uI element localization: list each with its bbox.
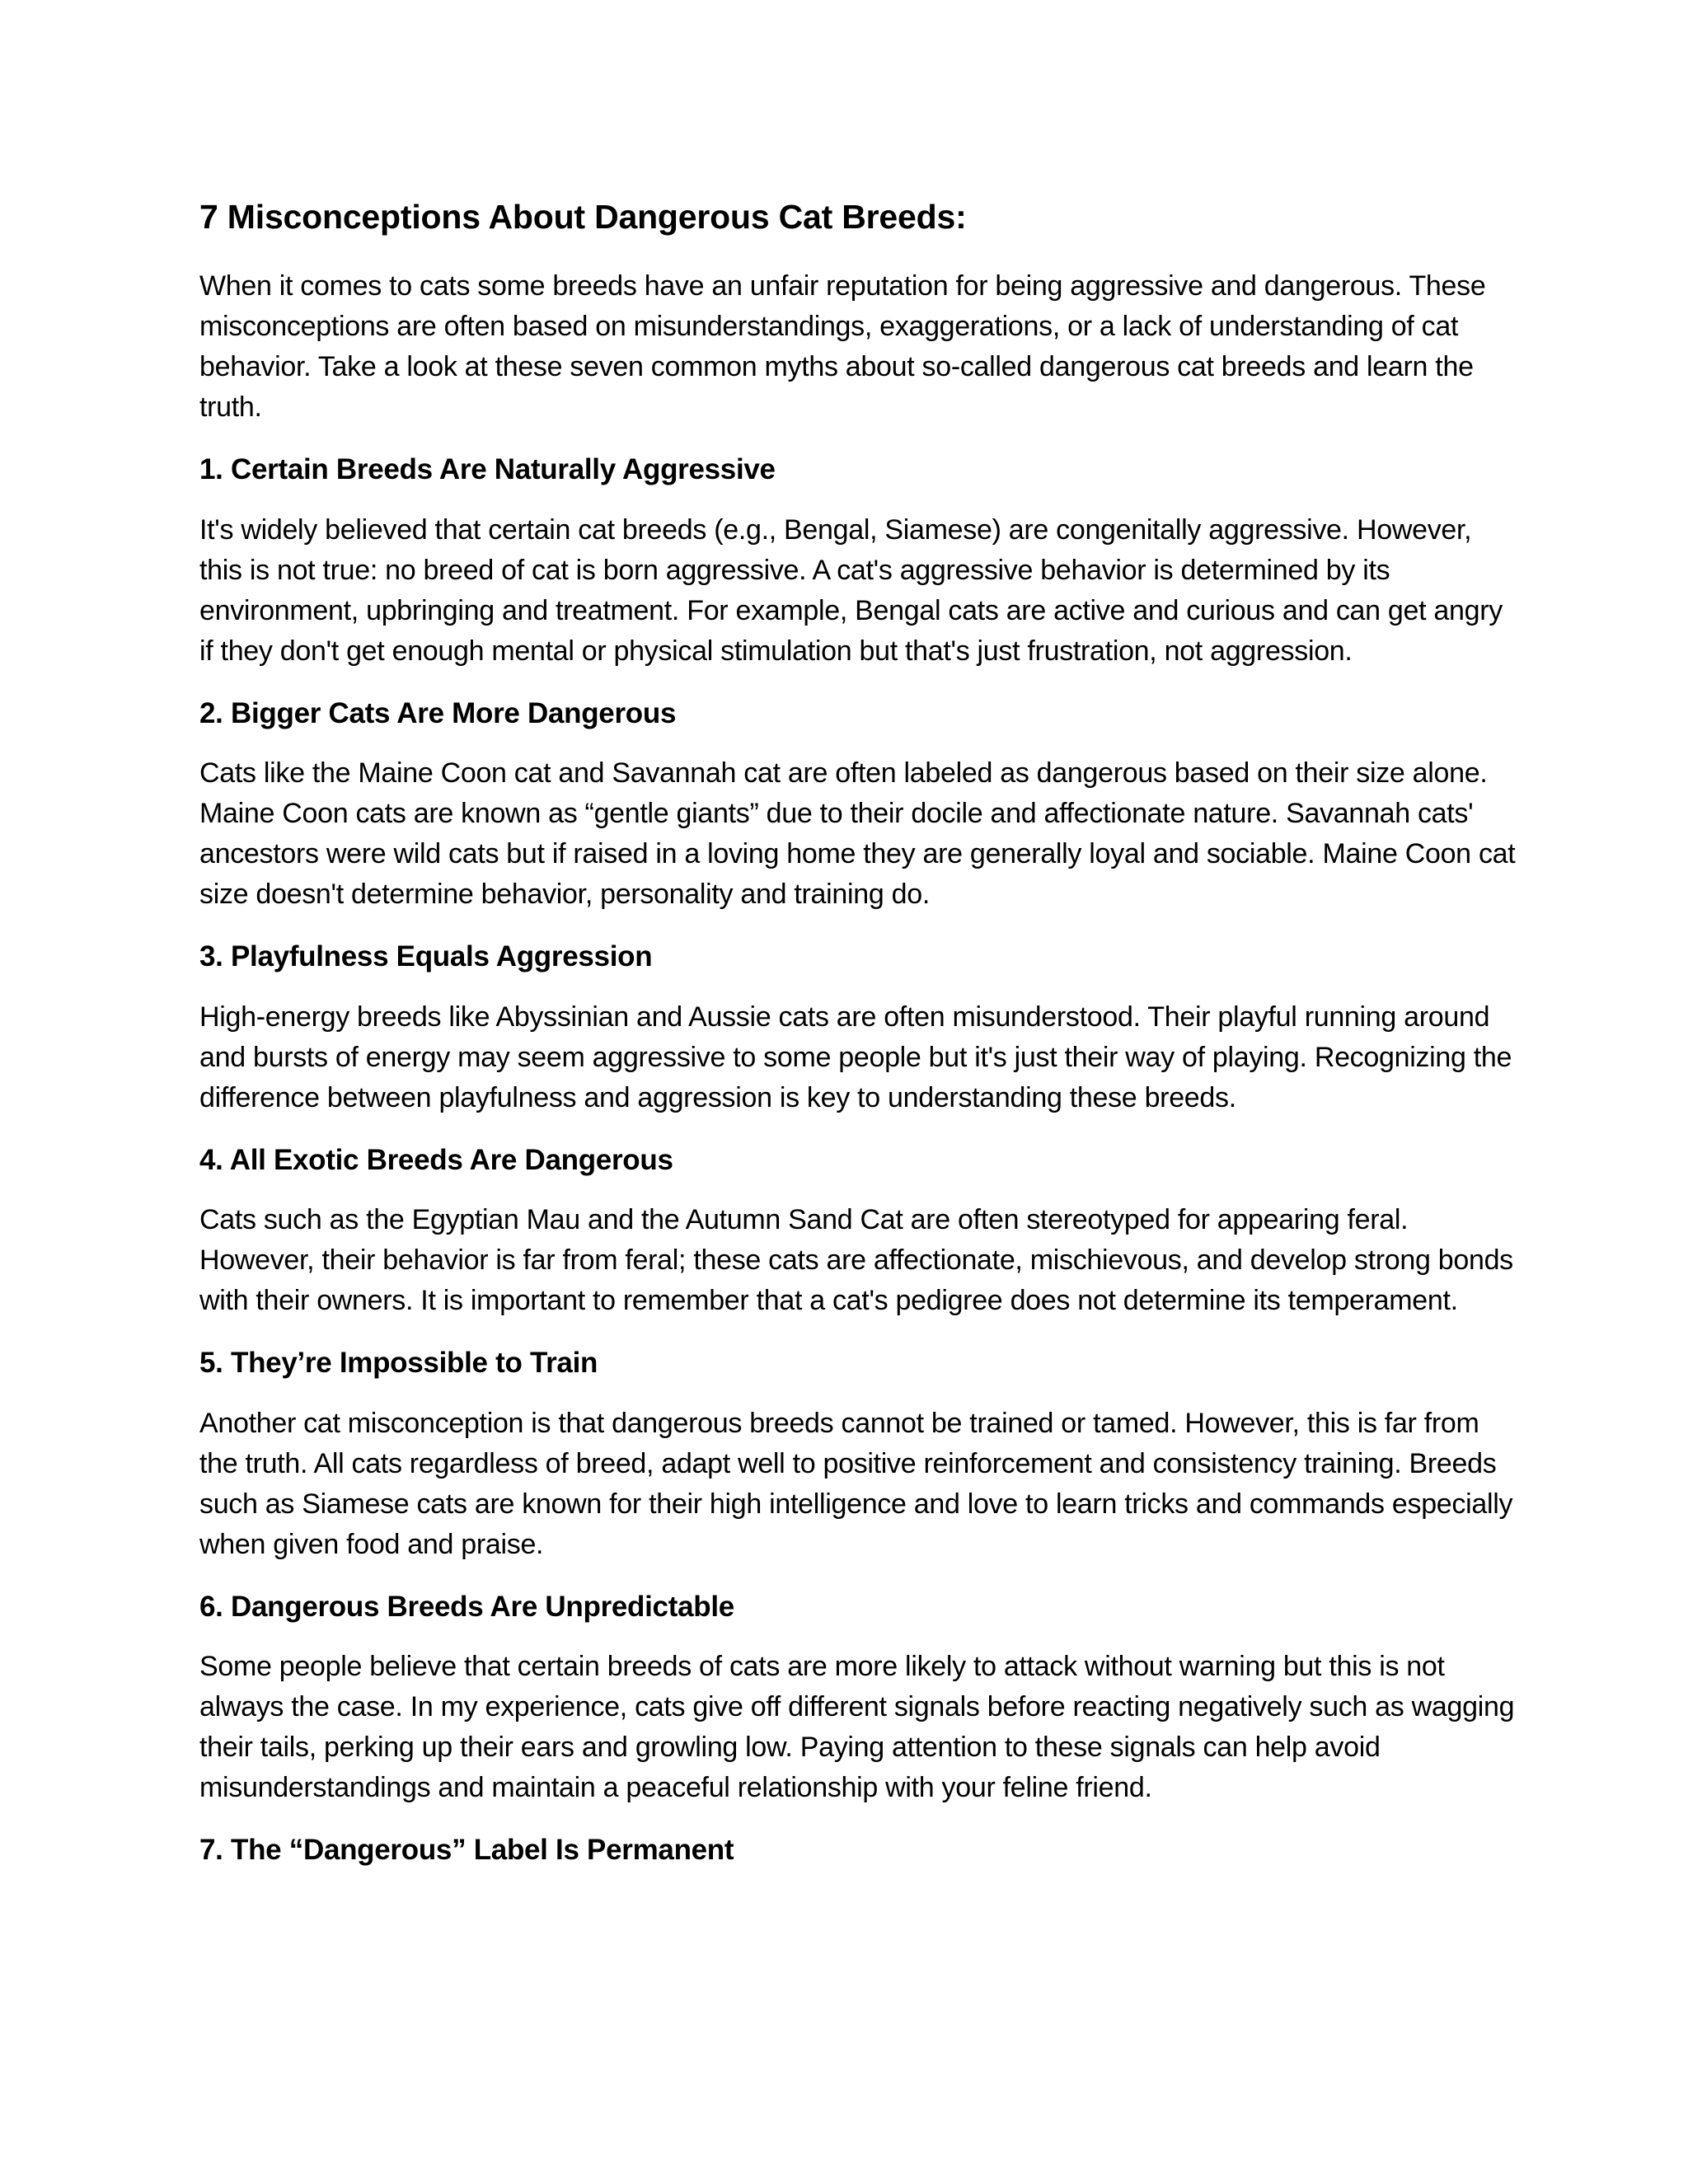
section-6-body: Some people believe that certain breeds of cats are more likely to attack without warning but this is not always the case. In my experience, cats give off different signals before reacting negatively such as wagging their tails, perking up their ears and growling low. Paying attention to these signals can help avoid misunderstandings and maintain a peaceful relationship with your feline friend. xyxy=(199,1651,1515,1804)
section-3-heading: 3. Playfulness Equals Aggression xyxy=(199,940,653,973)
section-6-heading: 6. Dangerous Breeds Are Unpredictable xyxy=(199,1590,734,1623)
section-5-body: Another cat misconception is that dangerous breeds cannot be trained or tamed. However, this is far from the truth. All cats regardless of breed, adapt well to positive reinforcement and consistency training. Breeds such as Siamese cats are known for their high intelligence and love to learn tricks and commands especially when given food and praise. xyxy=(199,1407,1513,1560)
section-1-body: It's widely believed that certain cat breeds (e.g., Bengal, Siamese) are congenitally aggressive. However, this is not true: no breed of cat is born aggressive. A cat's aggressive behavior is determined by its environment, upbringing and treatment. For example, Bengal cats are active and curious and can get angry if they don't get enough mental or physical stimulation but that's just frustration, not aggression. xyxy=(199,513,1503,667)
section-2-heading: 2. Bigger Cats Are More Dangerous xyxy=(199,696,677,729)
section-2-body: Cats like the Maine Coon cat and Savannah cat are often labeled as dangerous based on their size alone. Maine Coon cats are known as “gentle giants” due to their docile and affectionate nature. Savannah cats' ancestors were wild cats but if raised in a loving home they are generally loyal and sociable. Maine Coon cat size doesn't determine behavior, personality and training do. xyxy=(199,757,1516,911)
section-5-heading: 5. They’re Impossible to Train xyxy=(199,1347,598,1380)
intro-paragraph: When it comes to cats some breeds have an unfair reputation for being aggressive and dangerous. These misconceptions are often based on misunderstandings, exaggerations, or a lack of understanding of cat behavior. Take a look at these seven common myths about so-called dangerous cat breeds and learn the truth. xyxy=(199,270,1486,424)
section-7-heading: 7. The “Dangerous” Label Is Permanent xyxy=(199,1834,734,1867)
document-content xyxy=(199,196,1518,1891)
section-4-body: Cats such as the Egyptian Mau and the Autumn Sand Cat are often stereotyped for appearing feral. However, their behavior is far from feral; these cats are affectionate, mischievous, and develop strong bonds with their owners. It is important to remember that a cat's pedigree does not determine its temperament. xyxy=(199,1204,1513,1317)
section-3-body: High-energy breeds like Abyssinian and Aussie cats are often misunderstood. Their playful running around and bursts of energy may seem aggressive to some people but it's just their way of playing. Recognizing the difference between playfulness and aggression is key to understanding these breeds. xyxy=(199,1001,1512,1113)
document-title: 7 Misconceptions About Dangerous Cat Breeds: xyxy=(199,198,967,236)
section-4-heading: 4. All Exotic Breeds Are Dangerous xyxy=(199,1143,673,1176)
section-1-heading: 1. Certain Breeds Are Naturally Aggressive xyxy=(199,453,776,486)
